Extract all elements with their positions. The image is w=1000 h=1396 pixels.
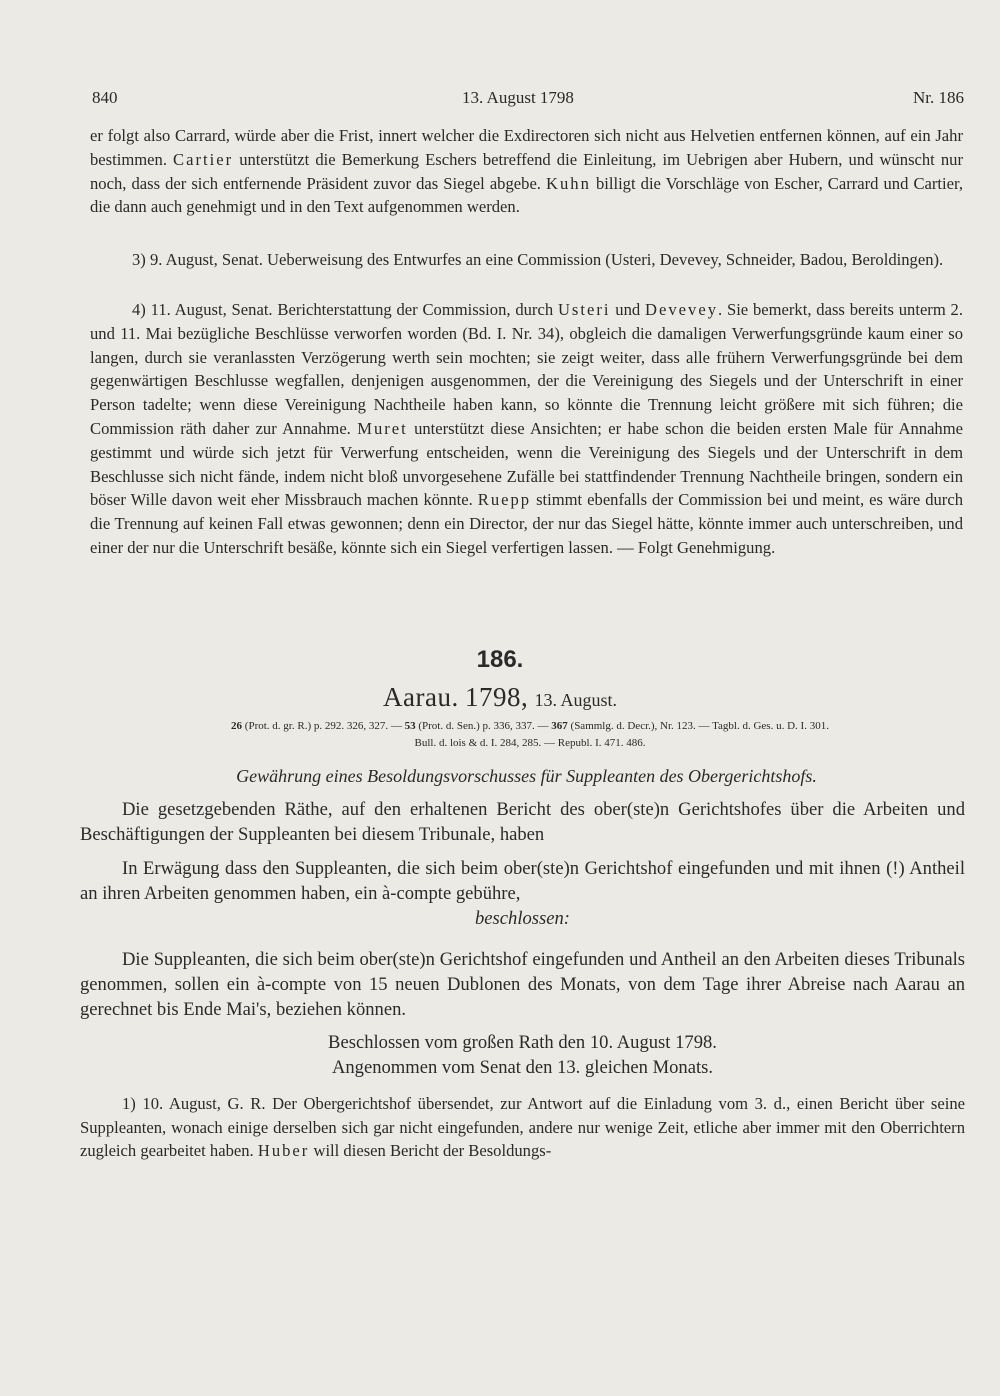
paragraph-2: 3) 9. August, Senat. Ueberweisung des Entwurfes an eine Commission (Usteri, Devevey, Schneider, Badou, Beroldingen). bbox=[132, 250, 944, 269]
document-heading bbox=[0, 682, 1000, 713]
paragraph-1 bbox=[90, 124, 963, 219]
speaker-name: Usteri bbox=[557, 300, 611, 319]
source-text: (Sammlg. d. Decr.), Nr. 123. — Tagbl. d. Ges. u. D. I. 301. bbox=[567, 720, 829, 732]
running-head-date: 13. August 1798 bbox=[462, 88, 574, 107]
resolved-label: beschlossen: bbox=[474, 908, 570, 929]
speaker-name: Devevey bbox=[645, 300, 718, 319]
source-number: 367 bbox=[551, 720, 568, 732]
text-span: unterstützt diese Ansichten; er habe schon die beiden ersten Male für Annahme gestimmt und würde sich jetzt für Verwerfung entscheiden, wenn die Vereinigung des Siegels und der Unterschrift in dem Beschlusse sich nicht fände, indem nicht bloß unvorgesehene Zufälle bei stattfindender Trennung Nachtheile bringen, sondern ein böser Wille davon weit eher Missbrauch machen könnte. bbox=[90, 418, 964, 510]
footer-paragraph bbox=[80, 1092, 965, 1163]
source-number: 26 bbox=[231, 720, 243, 732]
decree-closing bbox=[80, 1030, 965, 1080]
page-number: 840 bbox=[92, 88, 118, 107]
decree-resolution bbox=[80, 947, 965, 1022]
speaker-name: Huber bbox=[257, 1141, 310, 1160]
decree-consideration bbox=[80, 856, 965, 931]
text-span: will diesen Bericht der Besoldungs- bbox=[309, 1141, 552, 1160]
text-span: er folgt also Carrard, würde aber die Frist, innert welcher die Exdirectoren sich nicht aus Helvetien entfernen können, auf ein Jahr bestimmen. bbox=[90, 126, 963, 169]
document-year: 1798, bbox=[464, 682, 529, 712]
sources-line-1 bbox=[110, 718, 950, 735]
closing-line-2: Angenommen vom Senat den 13. gleichen Monats. bbox=[331, 1057, 714, 1078]
speaker-name: Kuhn bbox=[546, 173, 591, 193]
document-place: Aarau. bbox=[383, 682, 459, 712]
source-references bbox=[110, 718, 950, 752]
paragraph-3 bbox=[90, 298, 963, 560]
speaker-name: Cartier bbox=[173, 149, 234, 169]
text-span: billigt die Vorschläge von Escher, Carrard und Cartier, die dann auch genehmigt und in den Text aufgenommen werden. bbox=[90, 173, 963, 217]
text-span: . Sie bemerkt, dass bereits unterm 2. und 11. Mai bezügliche Beschlüsse verworfen worden (Bd. I. Nr. 34), obgleich die damaligen Verwerfungsgründe kaum einer so langen, durch sie veranlassten Verzögerung werth sein mochten; sie zeigt weiter, dass alle frühern Verwerfungsgründe bei dem gegenwärtigen Beschlusse wegfallen, denjenigen ausgenommen, der die Vereinigung des Siegels und der Unterschrift in einer Person tadelte; wenn diese Vereinigung Nachtheile haben kann, so könnte die Trennung leicht größere mit sich führen; die Commission räth daher zur Annahme. bbox=[90, 300, 963, 438]
paragraph-senate-1 bbox=[90, 248, 963, 272]
footer-text bbox=[80, 1092, 965, 1163]
text-span: unterstützt die Bemerkung Eschers betreffend die Einleitung, im Uebrigen aber Hubern, und wünscht nur noch, dass der sich entfernende Präsident zuvor das Siegel abgebe. bbox=[90, 149, 963, 193]
document-title: Gewährung eines Besoldungsvorschusses für Suppleanten des Obergerichtshofs. bbox=[236, 766, 817, 786]
text-span: 4) 11. August, Senat. Berichterstattung der Commission, durch bbox=[132, 300, 558, 319]
source-text: (Prot. d. Sen.) p. 336, 337. — bbox=[415, 720, 552, 732]
source-number: 53 bbox=[404, 720, 416, 732]
paragraph-senate-2 bbox=[90, 298, 963, 560]
document-date: 13. August. bbox=[534, 690, 617, 710]
decree-paragraph-2: In Erwägung dass den Suppleanten, die sich beim ober(ste)n Gerichtshof eingefunden und mit ihnen (!) Antheil an ihren Arbeiten genommen haben, ein à-compte gebühre, bbox=[80, 858, 965, 904]
running-head-number: Nr. 186 bbox=[913, 88, 964, 107]
document-number: 186. bbox=[476, 646, 524, 673]
text-span: stimmt ebenfalls der Commission bei und meint, es wäre durch die Trennung auf keinen Fall etwas gewonnen; denn ein Director, der nur das Siegel hätte, könnte immer auch unterschreiben, und einer der nur die Unterschrift besäße, könnte sich ein Siegel verfertigen lassen. — Folgt Genehmigung. bbox=[90, 490, 963, 557]
text-span: und bbox=[610, 300, 646, 319]
running-head bbox=[92, 88, 964, 112]
source-text: (Prot. d. gr. R.) p. 292. 326, 327. — bbox=[242, 720, 405, 732]
text-span: 1) 10. August, G. R. Der Obergerichtshof übersendet, zur Antwort auf die Einladung vom 3. d., einen Bericht über seine Suppleanten, wonach einige derselben sich gar nicht eingefunden, andere nur wenige Zeit, etliche aber immer mit den Oberrichtern zugleich gearbeitet haben. bbox=[80, 1094, 965, 1160]
speaker-name: Ruepp bbox=[477, 490, 532, 510]
decree-paragraph-1: Die gesetzgebenden Räthe, auf den erhaltenen Bericht des ober(ste)n Gerichtshofes über die Arbeiten und Beschäftigungen der Suppleanten bei diesem Tribunale, haben bbox=[80, 799, 965, 845]
decree-preamble bbox=[80, 797, 965, 847]
continuation-text bbox=[90, 124, 963, 219]
sources-line-2: Bull. d. lois & d. I. 284, 285. — Republ. I. 471. 486. bbox=[414, 737, 646, 749]
closing-line-1: Beschlossen vom großen Rath den 10. August 1798. bbox=[328, 1032, 717, 1053]
speaker-name: Muret bbox=[357, 418, 408, 438]
decree-paragraph-3: Die Suppleanten, die sich beim ober(ste)n Gerichtshof eingefunden und Antheil an den Arbeiten dieses Tribunals genommen, sollen ein à-compte von 15 neuen Dublonen des Monats, von dem Tage ihrer Abreise nach Aarau an gerechnet bis Ende Mai's, beziehen können. bbox=[80, 949, 965, 1020]
